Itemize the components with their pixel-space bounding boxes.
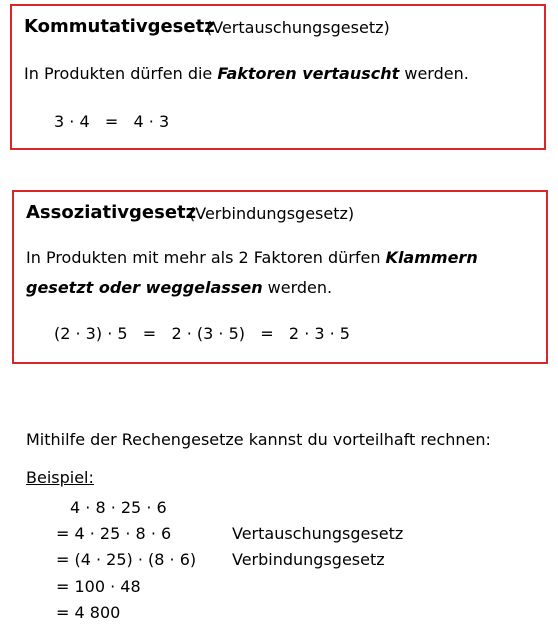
example-step-expr: 4 · 8 · 25 · 6: [70, 498, 167, 517]
example-step-note: Vertauschungsgesetz: [232, 524, 404, 543]
text-part: werden.: [399, 64, 469, 83]
text-part: werden.: [262, 278, 333, 297]
assoziativgesetz-text-line2: [26, 278, 332, 297]
example-step-note: Verbindungsgesetz: [232, 550, 385, 569]
text-bold-part: gesetzt oder weggelassen: [26, 278, 263, 297]
kommutativgesetz-subtitle: (Vertauschungsgesetz): [206, 18, 390, 37]
kommutativgesetz-title: Kommutativgesetz: [24, 16, 215, 37]
assoziativgesetz-subtitle: (Verbindungsgesetz): [189, 204, 355, 223]
assoziativgesetz-formula: (2 · 3) · 5 = 2 · (3 · 5) = 2 · 3 · 5: [54, 324, 350, 343]
text-part: In Produkten dürfen die: [24, 64, 218, 83]
text-bold-part: Faktoren vertauscht: [217, 64, 400, 83]
example-step-expr: = 100 · 48: [56, 577, 141, 596]
example-step-expr: = (4 · 25) · (8 · 6): [56, 550, 197, 569]
assoziativgesetz-text-line1: [26, 248, 478, 267]
example-step-expr: = 4 · 25 · 8 · 6: [56, 524, 172, 543]
text-part: In Produkten mit mehr als 2 Faktoren dürfen: [26, 248, 386, 267]
example-step-expr: = 4 800: [56, 603, 121, 622]
kommutativgesetz-formula: 3 · 4 = 4 · 3: [54, 112, 170, 131]
kommutativgesetz-text: [24, 64, 469, 83]
text-bold-part: Klammern: [385, 248, 478, 267]
intro-text: Mithilfe der Rechengesetze kannst du vorteilhaft rechnen:: [26, 430, 491, 449]
example-label: Beispiel:: [26, 468, 94, 487]
assoziativgesetz-title: Assoziativgesetz: [26, 202, 197, 223]
